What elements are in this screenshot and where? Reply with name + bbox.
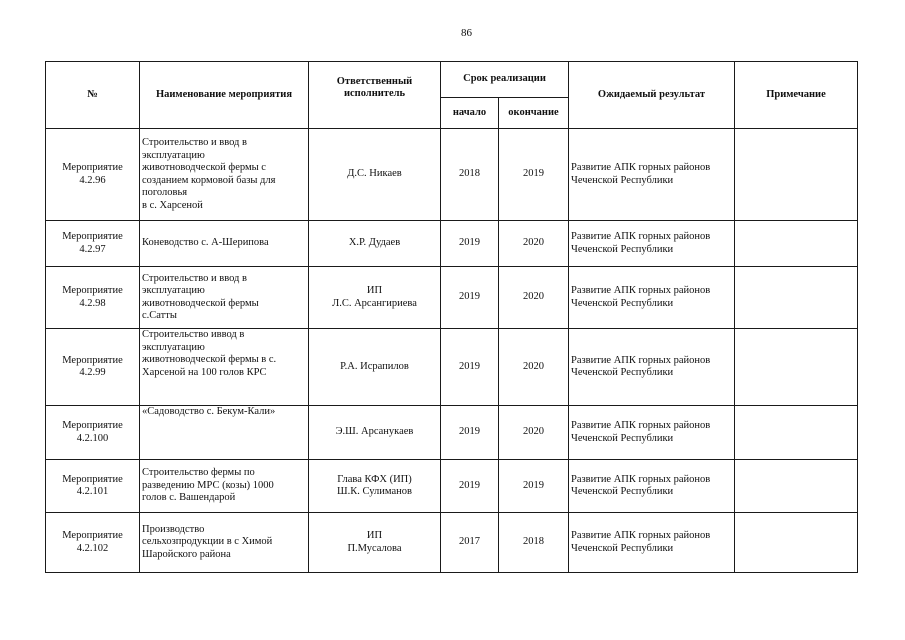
row-number-label: Мероприятие <box>62 354 123 366</box>
row-note <box>735 267 858 329</box>
row-start-year: 2019 <box>441 221 499 267</box>
row-name <box>140 329 309 406</box>
row-number-code: 4.2.97 <box>79 243 106 255</box>
table-row <box>46 267 858 329</box>
row-start-year: 2018 <box>441 129 499 221</box>
row-note <box>735 129 858 221</box>
row-name-line: эксплуатацию <box>142 285 205 296</box>
row-result-line: Чеченской Республики <box>571 243 674 255</box>
row-number-code: 4.2.101 <box>76 486 109 497</box>
row-name-line: животноводческой фермы с <box>142 162 266 173</box>
row-name-line: Строительство и ввод в <box>142 272 247 284</box>
row-name-line: голов с. Вашендарой <box>142 492 236 504</box>
row-name <box>140 406 309 460</box>
row-name-line: поголовья <box>142 187 188 198</box>
row-executor <box>309 221 441 267</box>
row-number-code: 4.2.98 <box>79 297 106 309</box>
row-name-line: эксплуатацию <box>142 149 205 161</box>
row-number-label: Мероприятие <box>62 162 123 173</box>
row-number <box>46 221 140 267</box>
row-start-year: 2019 <box>441 460 499 513</box>
row-number <box>46 129 140 221</box>
header-executor-line: Ответственный <box>336 75 413 87</box>
row-number <box>46 460 140 513</box>
row-result-line: Развитие АПК горных районов <box>571 530 711 541</box>
row-end-year: 2020 <box>499 267 569 329</box>
row-number <box>46 406 140 460</box>
row-end-year: 2020 <box>499 329 569 406</box>
row-name <box>140 513 309 573</box>
row-name-line: сельхозпродукции в с Химой <box>142 536 273 548</box>
header-result: Ожидаемый результат <box>569 62 735 129</box>
row-result <box>569 221 735 267</box>
table-row <box>46 513 858 573</box>
row-start-year: 2019 <box>441 406 499 460</box>
header-executor-line: исполнитель <box>343 88 406 99</box>
row-end-year: 2020 <box>499 406 569 460</box>
row-name-line: Шаройского района <box>142 548 231 560</box>
row-number-code: 4.2.96 <box>79 174 106 186</box>
row-executor-line: Ш.К. Сулиманов <box>337 486 412 497</box>
header-start: начало <box>441 98 499 129</box>
table-row <box>46 406 858 460</box>
row-name-line: разведению МРС (козы) 1000 <box>142 479 274 491</box>
row-executor <box>309 460 441 513</box>
row-name-line: Коневодство с. А-Шерипова <box>142 237 269 249</box>
row-result-line: Развитие АПК горных районов <box>571 354 711 366</box>
row-number <box>46 513 140 573</box>
table-row <box>46 460 858 513</box>
row-number-label: Мероприятие <box>62 231 123 242</box>
row-note <box>735 329 858 406</box>
row-end-year: 2020 <box>499 221 569 267</box>
row-note <box>735 513 858 573</box>
row-name-line: эксплуатацию <box>142 341 205 353</box>
row-number-label: Мероприятие <box>62 285 123 296</box>
activities-table <box>45 61 858 573</box>
header-period: Срок реализации <box>441 62 569 98</box>
row-result <box>569 129 735 221</box>
row-executor-line: Р.А. Исрапилов <box>340 360 409 372</box>
header-note: Примечание <box>735 62 858 129</box>
row-name-line: Строительство иввод в <box>142 329 245 340</box>
row-result-line: Чеченской Республики <box>571 486 674 497</box>
header-end: окончание <box>499 98 569 129</box>
row-executor-line: Д.С. Никаев <box>347 168 402 180</box>
row-result-line: Развитие АПК горных районов <box>571 473 711 485</box>
row-name-line: «Садоводство с. Бекум-Кали» <box>142 406 276 417</box>
row-start-year: 2019 <box>441 329 499 406</box>
row-name-line: Харсеной на 100 голов КРС <box>142 366 267 378</box>
row-result <box>569 460 735 513</box>
row-executor-line: Х.Р. Дудаев <box>348 237 401 249</box>
row-number-code: 4.2.99 <box>79 367 106 378</box>
row-name <box>140 460 309 513</box>
table-header-row <box>46 62 858 98</box>
table-row <box>46 329 858 406</box>
row-result-line: Развитие АПК горных районов <box>571 420 711 431</box>
row-result-line: Развитие АПК горных районов <box>571 285 711 296</box>
row-executor <box>309 267 441 329</box>
row-note <box>735 460 858 513</box>
row-result-line: Развитие АПК горных районов <box>571 231 711 242</box>
row-name <box>140 221 309 267</box>
row-result <box>569 329 735 406</box>
row-name-line: животноводческой фермы в с. <box>142 354 277 365</box>
row-result-line: Чеченской Республики <box>571 432 674 444</box>
row-executor-line: ИП <box>366 285 383 296</box>
row-start-year: 2019 <box>441 267 499 329</box>
header-num: № <box>46 62 140 129</box>
row-number-label: Мероприятие <box>62 473 123 485</box>
row-result <box>569 513 735 573</box>
row-executor-line: ИП <box>366 530 383 541</box>
row-number <box>46 267 140 329</box>
row-result <box>569 267 735 329</box>
row-result <box>569 406 735 460</box>
row-note <box>735 406 858 460</box>
row-executor <box>309 406 441 460</box>
header-name: Наименование мероприятия <box>140 62 309 129</box>
row-start-year: 2017 <box>441 513 499 573</box>
row-executor-line: Л.С. Арсангириева <box>332 297 417 309</box>
row-note <box>735 221 858 267</box>
row-executor-line: Э.Ш. Арсанукаев <box>335 426 414 438</box>
row-end-year: 2019 <box>499 460 569 513</box>
row-number-label: Мероприятие <box>62 420 123 431</box>
row-result-line: Развитие АПК горных районов <box>571 162 711 173</box>
row-end-year: 2018 <box>499 513 569 573</box>
row-number-code: 4.2.100 <box>76 432 109 444</box>
header-executor <box>309 62 441 129</box>
row-name-line: Строительство и ввод в <box>142 137 247 148</box>
page-number: 86 <box>461 27 472 39</box>
row-executor-line: П.Мусалова <box>347 542 402 554</box>
row-name-line: в с. Харсеной <box>142 199 203 211</box>
row-number-label: Мероприятие <box>62 530 123 541</box>
row-executor <box>309 129 441 221</box>
row-result-line: Чеченской Республики <box>571 367 674 378</box>
row-executor <box>309 329 441 406</box>
row-number <box>46 329 140 406</box>
row-name-line: Строительство фермы по <box>142 467 255 479</box>
row-name <box>140 129 309 221</box>
table-row <box>46 221 858 267</box>
row-name-line: Производство <box>142 523 205 535</box>
row-name <box>140 267 309 329</box>
row-result-line: Чеченской Республики <box>571 542 674 554</box>
row-name-line: с.Сатты <box>142 310 177 321</box>
row-executor-line: Глава КФХ (ИП) <box>337 473 412 485</box>
table-row <box>46 129 858 221</box>
row-executor <box>309 513 441 573</box>
row-name-line: созданием кормовой базы для <box>142 174 276 186</box>
row-result-line: Чеченской Республики <box>571 297 674 309</box>
row-name-line: животноводческой фермы <box>142 297 259 309</box>
row-result-line: Чеченской Республики <box>571 174 674 186</box>
row-end-year: 2019 <box>499 129 569 221</box>
row-number-code: 4.2.102 <box>76 542 109 554</box>
